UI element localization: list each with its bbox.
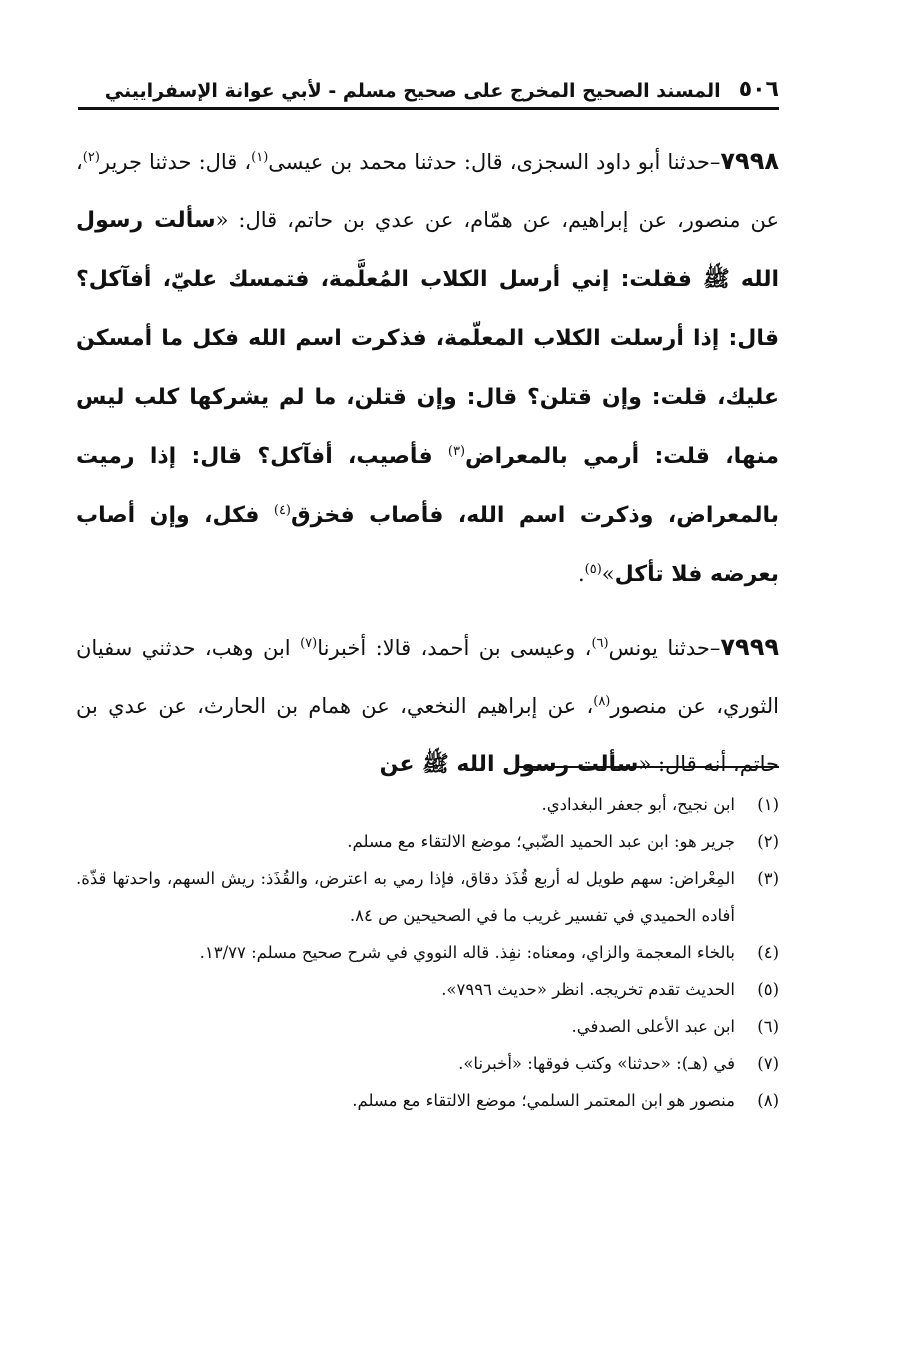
- footnote-item: [76, 823, 779, 860]
- footnote-text: بالخاء المعجمة والزاي، ومعناه: نفِذ. قاله النووي في شرح صحيح مسلم: ١٣/٧٧.: [199, 943, 735, 962]
- isnad-text: ، وعيسى بن أحمد، قالا: أخبرنا: [317, 636, 592, 660]
- footnote-mark: (٧): [757, 1054, 779, 1073]
- hadith-number: ٧٩٩٩: [720, 633, 779, 661]
- footnote-ref: (١): [251, 150, 269, 165]
- footnote-item: [76, 934, 779, 971]
- footnote-text: جرير هو: ابن عبد الحميد الضّبي؛ موضع الالتقاء مع مسلم.: [347, 832, 735, 851]
- footnote-mark: (٢): [757, 832, 779, 851]
- isnad-text: ابن وهب، حدثني سفيان الثوري، عن منصور: [76, 636, 779, 718]
- footnote-separator: [517, 766, 779, 768]
- footnote-item: [76, 1082, 779, 1119]
- footnote-item: [76, 971, 779, 1008]
- isnad-text: –حدثنا أبو داود السجزى، قال: حدثنا محمد بن عيسى: [268, 150, 721, 174]
- isnad-text: –حدثنا يونس: [608, 636, 721, 660]
- footnote-ref: (٥): [584, 562, 602, 577]
- isnad-text: ، قال: حدثنا جرير: [99, 150, 252, 174]
- footnote-ref: (٧): [300, 636, 318, 651]
- footnote-text: في (هـ): «حدثنا» وكتب فوقها: «أخبرنا».: [458, 1054, 735, 1073]
- footnote-item: [76, 786, 779, 823]
- running-title: المسند الصحيح المخرج على صحيح مسلم - لأبي عوانة الإسفراييني: [104, 80, 721, 102]
- matn-text: سألت رسول الله ﷺ عن: [379, 752, 639, 777]
- page-header: [78, 70, 779, 110]
- matn-text: فأصيب، أفآكل؟ قال: إذا رميت بالمعراض، وذكرت اسم الله، فأصاب فخزق: [76, 444, 779, 528]
- page-number: ٥٠٦: [738, 77, 779, 102]
- period: .: [577, 562, 585, 586]
- isnad-text: ، عن إبراهيم النخعي، عن همام بن الحارث، عن عدي بن حاتم، أنه قال: «: [76, 694, 779, 776]
- hadith-7998: [76, 132, 779, 604]
- footnote-item: [76, 1008, 779, 1045]
- footnote-mark: (١): [757, 795, 779, 814]
- main-text: [76, 132, 779, 808]
- footnote-text: الحديث تقدم تخريجه. انظر «حديث ٧٩٩٦».: [441, 980, 735, 999]
- hadith-number: ٧٩٩٨: [720, 147, 779, 175]
- footnote-mark: (٣): [757, 869, 779, 888]
- footnote-ref: (٤): [273, 503, 291, 518]
- footnote-mark: (٤): [757, 943, 779, 962]
- closing-quote: »: [601, 562, 615, 586]
- footnote-item: [76, 1045, 779, 1082]
- footnotes-list: [76, 786, 779, 1119]
- footnote-mark: (٥): [757, 980, 779, 999]
- footnote-ref: (٦): [591, 636, 609, 651]
- footnote-item: [76, 860, 779, 934]
- footnote-ref: (٢): [82, 150, 100, 165]
- footnote-text: ابن عبد الأعلى الصدفي.: [571, 1017, 735, 1036]
- matn-text: فكل، وإن أصاب بعرضه فلا تأكل: [76, 503, 779, 587]
- footnote-ref: (٣): [447, 444, 466, 459]
- footnote-text: ابن نجيح، أبو جعفر البغدادي.: [541, 795, 735, 814]
- footnote-text: منصور هو ابن المعتمر السلمي؛ موضع الالتقاء مع مسلم.: [352, 1091, 735, 1110]
- footnote-mark: (٦): [757, 1017, 779, 1036]
- matn-text: سألت رسول الله ﷺ فقلت: إني أرسل الكلاب المُعلَّمة، فتمسك عليّ، أفآكل؟ قال: إذا أرسلت الكلاب المعلّمة، فذكرت اسم الله فكل ما أمسكن عليك، قلت: وإن قتلن؟ قال: وإن قتلن، ما لم يشركها كلب ليس منها، قلت: أرمي بالمعراض: [76, 208, 779, 469]
- footnote-text: المِعْراض: سهم طويل له أربع قُذَذ دقاق، فإذا رمي به اعترض، والقُذَذ: ريش السهم، واحدتها قذّة. أفاده الحميدي في تفسير غريب ما في الصحيحين ص ٨٤.: [76, 869, 735, 925]
- isnad-text: ، عن منصور، عن إبراهيم، عن همّام، عن عدي بن حاتم، قال: «: [76, 150, 779, 232]
- footnote-ref: (٨): [593, 694, 611, 709]
- footnote-mark: (٨): [757, 1091, 779, 1110]
